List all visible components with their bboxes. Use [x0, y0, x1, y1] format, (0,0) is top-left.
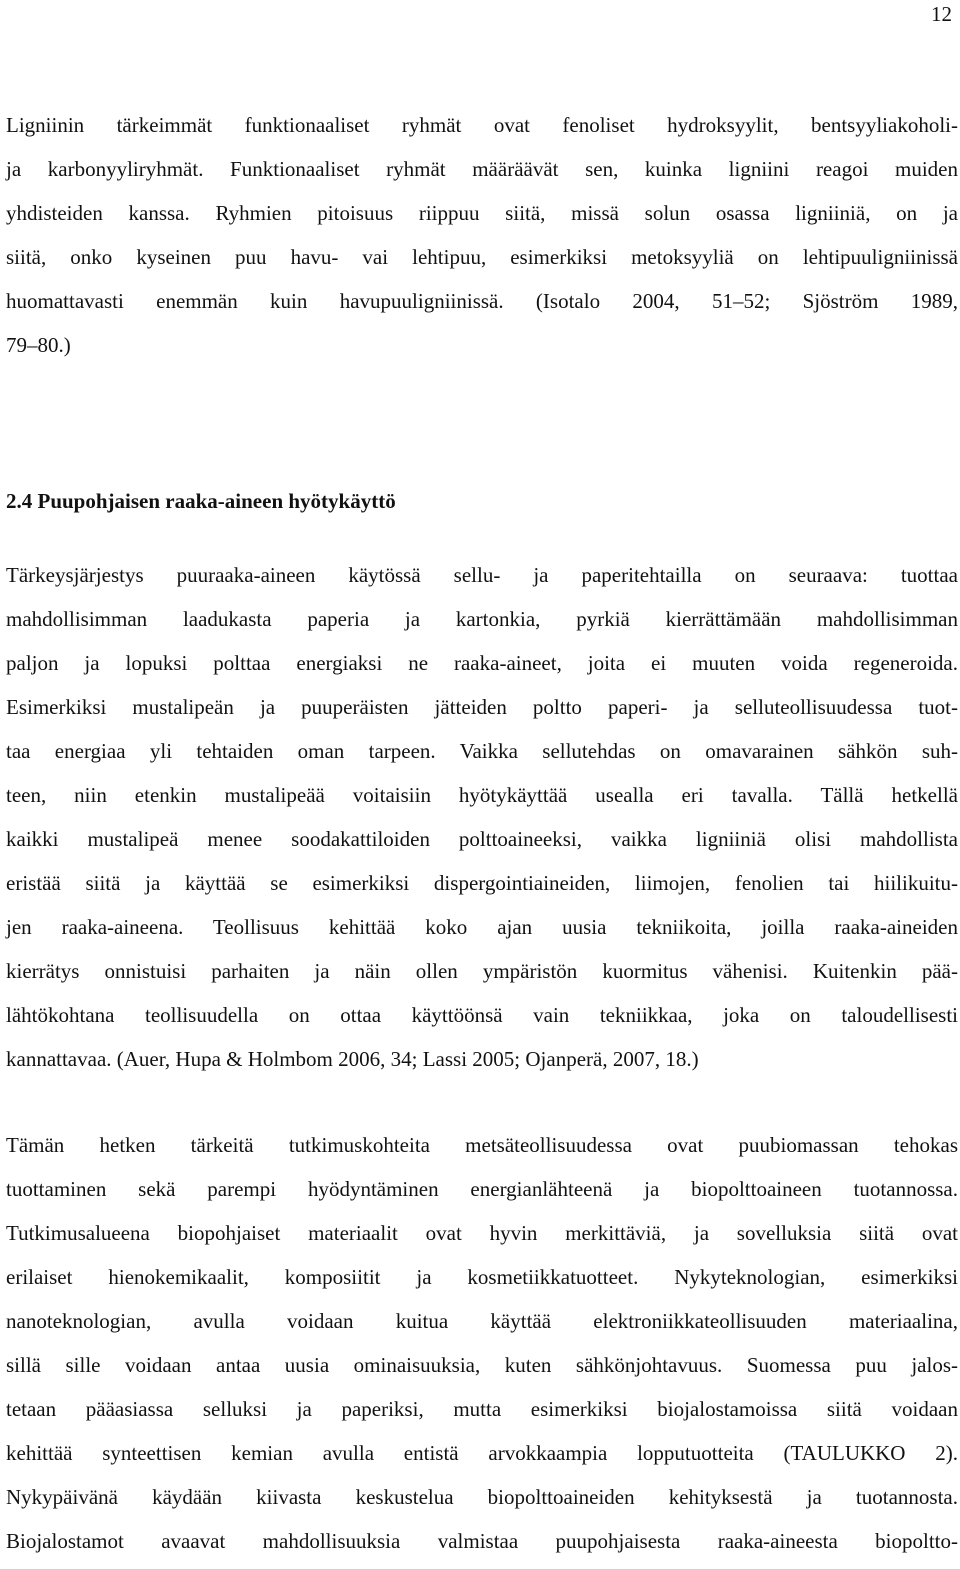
text-line: eristää siitä ja käyttää se esimerkiksi dispergointiaineiden, liimojen, fenolien tai hiilikuitu-: [6, 871, 958, 895]
text-line: lähtökohtana teollisuudella on ottaa käyttöönsä vain tekniikkaa, joka on taloudellisesti: [6, 1003, 958, 1027]
text-line: Tutkimusalueena biopohjaiset materiaalit ovat hyvin merkittäviä, ja sovelluksia siitä ovat: [6, 1221, 958, 1245]
text-line: Tärkeysjärjestys puuraaka-aineen käytössä sellu- ja paperitehtailla on seuraava: tuottaa: [6, 563, 958, 587]
text-line: Ligniinin tärkeimmät funktionaaliset ryhmät ovat fenoliset hydroksyylit, bentsyyliakoholi-: [6, 113, 958, 137]
text-line: kaikki mustalipeä menee soodakattiloiden polttoaineeksi, vaikka ligniiniä olisi mahdollista: [6, 827, 958, 851]
paragraph-research-topics: [6, 1123, 958, 1563]
text-line: tuottaminen sekä parempi hyödyntäminen energianlähteenä ja biopolttoaineen tuotannossa.: [6, 1177, 958, 1201]
text-line: Biojalostamot avaavat mahdollisuuksia valmistaa puupohjaisesta raaka-aineesta biopoltto-: [6, 1529, 958, 1553]
text-line: kehittää synteettisen kemian avulla entistä arvokkaampia lopputuotteita (TAULUKKO 2).: [6, 1441, 958, 1465]
text-line: Esimerkiksi mustalipeän ja puuperäisten jätteiden poltto paperi- ja selluteollisuudessa tuot-: [6, 695, 958, 719]
paragraph-lignin-groups: [6, 103, 958, 367]
text-line: Nykypäivänä käydään kiivasta keskustelua biopolttoaineiden kehityksestä ja tuotannosta.: [6, 1485, 958, 1509]
text-line: paljon ja lopuksi polttaa energiaksi ne raaka-aineet, joita ei muuten voida regeneroida.: [6, 651, 958, 675]
text-line: yhdisteiden kanssa. Ryhmien pitoisuus riippuu siitä, missä solun osassa ligniiniä, on ja: [6, 201, 958, 225]
text-line: ja karbonyyliryhmät. Funktionaaliset ryhmät määräävät sen, kuinka ligniini reagoi muiden: [6, 157, 958, 181]
text-line: taa energiaa yli tehtaiden oman tarpeen. Vaikka sellutehdas on omavarainen sähkön suh-: [6, 739, 958, 763]
text-line: nanoteknologian, avulla voidaan kuitua käyttää elektroniikkateollisuuden materiaalina,: [6, 1309, 958, 1333]
text-line: huomattavasti enemmän kuin havupuuligniinissä. (Isotalo 2004, 51–52; Sjöström 1989,: [6, 289, 958, 313]
text-line: sillä sille voidaan antaa uusia ominaisuuksia, kuten sähkönjohtavuus. Suomessa puu jalos-: [6, 1353, 958, 1377]
text-line: Tämän hetken tärkeitä tutkimuskohteita metsäteollisuudessa ovat puubiomassan tehokas: [6, 1133, 958, 1157]
page-number: 12: [931, 2, 952, 26]
paragraph-raw-material-use: [6, 553, 958, 1081]
text-line: 79–80.): [6, 333, 71, 357]
text-line: kierrätys onnistuisi parhaiten ja näin ollen ympäristön kuormitus vähenisi. Kuitenkin pää-: [6, 959, 958, 983]
text-line: erilaiset hienokemikaalit, komposiitit ja kosmetiikkatuotteet. Nykyteknologian, esimerkiksi: [6, 1265, 958, 1289]
section-heading: 2.4 Puupohjaisen raaka-aineen hyötykäyttö: [6, 489, 396, 513]
text-line: kannattavaa. (Auer, Hupa & Holmbom 2006, 34; Lassi 2005; Ojanperä, 2007, 18.): [6, 1047, 699, 1071]
text-line: mahdollisimman laadukasta paperia ja kartonkia, pyrkiä kierrättämään mahdollisimman: [6, 607, 958, 631]
text-line: jen raaka-aineena. Teollisuus kehittää koko ajan uusia tekniikoita, joilla raaka-aineiden: [6, 915, 958, 939]
text-line: tetaan pääasiassa selluksi ja paperiksi, mutta esimerkiksi biojalostamoissa siitä voidaan: [6, 1397, 958, 1421]
text-line: teen, niin etenkin mustalipeää voitaisiin hyötykäyttää usealla eri tavalla. Tällä hetkellä: [6, 783, 958, 807]
text-line: siitä, onko kyseinen puu havu- vai lehtipuu, esimerkiksi metoksyyliä on lehtipuuligniinissä: [6, 245, 958, 269]
